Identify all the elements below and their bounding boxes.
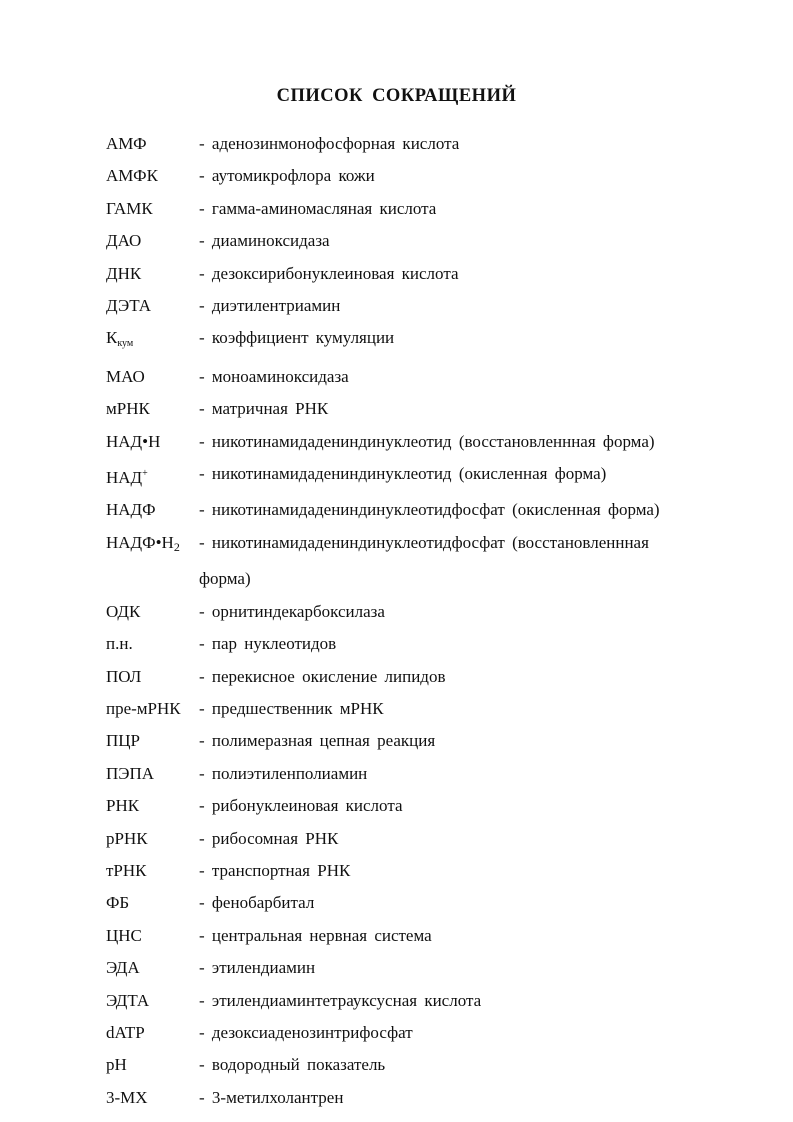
definition: - рибосомная РНК [199, 828, 339, 848]
abbreviation: pH [106, 1055, 127, 1075]
definition: - водородный показатель [199, 1055, 386, 1075]
abbreviation-base: К [106, 328, 118, 348]
list-item [106, 855, 746, 887]
abbreviation: ПЦР [106, 731, 141, 751]
list-item [106, 952, 746, 984]
abbreviation: АМФ [106, 134, 147, 153]
definition: - аденозинмонофосфорная кислота [199, 134, 460, 153]
list-item [106, 725, 746, 757]
list-item [106, 361, 746, 393]
list-item [106, 527, 746, 563]
abbreviation: НАД•Н [106, 431, 161, 451]
list-item [106, 258, 746, 290]
definition-continuation: форма) [199, 569, 251, 589]
list-item [106, 225, 746, 257]
definition: - моноаминоксидаза [199, 366, 349, 386]
list-item [106, 426, 746, 458]
list-item [106, 1049, 746, 1081]
list-item [106, 758, 746, 790]
definition: - никотинамидадениндинуклеотидфосфат (восстановленнная [199, 532, 649, 552]
abbreviation: ЭДТА [106, 990, 150, 1010]
definition: - предшественник мРНК [199, 698, 384, 718]
abbreviation-list [106, 128, 746, 1114]
abbreviation: dATP [106, 1022, 145, 1042]
definition: - никотинамидадениндинуклеотид (восстановленнная форма) [199, 431, 655, 451]
abbreviation: НАДФ [106, 500, 156, 520]
definition: - рибонуклеиновая кислота [199, 796, 403, 816]
list-item [106, 887, 746, 919]
list-item [106, 790, 746, 822]
definition: - диэтилентриамин [199, 296, 341, 316]
list-item [106, 193, 746, 225]
definition: - 3-метилхолантрен [199, 1087, 344, 1107]
definition: - матричная РНК [199, 399, 329, 419]
abbreviation: рРНК [106, 828, 148, 848]
abbreviation: ОДК [106, 601, 141, 621]
definition: - фенобарбитал [199, 893, 315, 913]
definition: - коэффициент кумуляции [199, 328, 395, 348]
abbreviation: АМФК [106, 166, 158, 186]
list-item [106, 458, 746, 494]
definition: - дезоксиаденозинтрифосфат [199, 1022, 413, 1042]
list-item [106, 985, 746, 1017]
abbreviation: пре-мРНК [106, 698, 181, 718]
abbreviation-superscript: + [142, 468, 148, 480]
definition: - аутомикрофлора кожи [199, 166, 375, 186]
definition: - транспортная РНК [199, 860, 351, 880]
definition: - полиэтиленполиамин [199, 763, 368, 783]
abbreviation: ЦНС [106, 925, 142, 945]
definition: - никотинамидадениндинуклеотидфосфат (окисленная форма) [199, 500, 660, 520]
definition: - пар нуклеотидов [199, 634, 337, 654]
abbreviation-subscript: 2 [173, 539, 180, 554]
abbreviation: ДНК [106, 263, 142, 283]
list-item [106, 128, 746, 160]
abbreviation: ФБ [106, 893, 130, 913]
list-item [106, 393, 746, 425]
definition: - этилендиаминтетрауксусная кислота [199, 990, 482, 1010]
abbreviation [106, 322, 199, 360]
list-item [106, 1017, 746, 1049]
abbreviation [106, 527, 199, 563]
definition: - диаминоксидаза [199, 231, 330, 251]
abbreviation-base: НАДФ•Н [106, 532, 174, 552]
definition: - перекисное окисление липидов [199, 666, 446, 686]
list-item [106, 628, 746, 660]
abbreviation: тРНК [106, 860, 147, 880]
definition: - центральная нервная система [199, 925, 432, 945]
abbreviation: ПОЛ [106, 666, 142, 686]
abbreviation: МАО [106, 366, 145, 386]
abbreviation [106, 458, 199, 494]
list-item [106, 322, 746, 360]
list-item [106, 661, 746, 693]
definition: - орнитиндекарбоксилаза [199, 601, 385, 621]
list-item-continuation [106, 563, 746, 595]
list-item [106, 290, 746, 322]
abbreviation: ПЭПА [106, 763, 155, 783]
abbreviation: РНК [106, 796, 140, 816]
abbreviation-base: НАД [106, 468, 143, 488]
abbreviation: ГАМК [106, 198, 153, 218]
definition: - этилендиамин [199, 958, 316, 978]
list-item [106, 160, 746, 192]
list-item [106, 823, 746, 855]
definition: - полимеразная цепная реакция [199, 731, 436, 751]
definition: - гамма-аминомасляная кислота [199, 198, 437, 218]
list-item [106, 596, 746, 628]
page-title: СПИСОК СОКРАЩЕНИЙ [276, 86, 517, 106]
definition: - дезоксирибонуклеиновая кислота [199, 263, 459, 283]
list-item [106, 1082, 746, 1114]
abbreviation: ДАО [106, 231, 142, 251]
list-item [106, 494, 746, 526]
definition: - никотинамидадениндинуклеотид (окисленная форма) [199, 464, 607, 484]
abbreviation: ДЭТА [106, 296, 152, 316]
abbreviation: ЭДА [106, 958, 140, 978]
list-item [106, 920, 746, 952]
abbreviation: п.н. [106, 634, 133, 654]
list-item [106, 693, 746, 725]
abbreviation: мРНК [106, 399, 150, 419]
abbreviation-subscript: кум [117, 338, 134, 350]
abbreviation: 3-MX [106, 1087, 148, 1107]
